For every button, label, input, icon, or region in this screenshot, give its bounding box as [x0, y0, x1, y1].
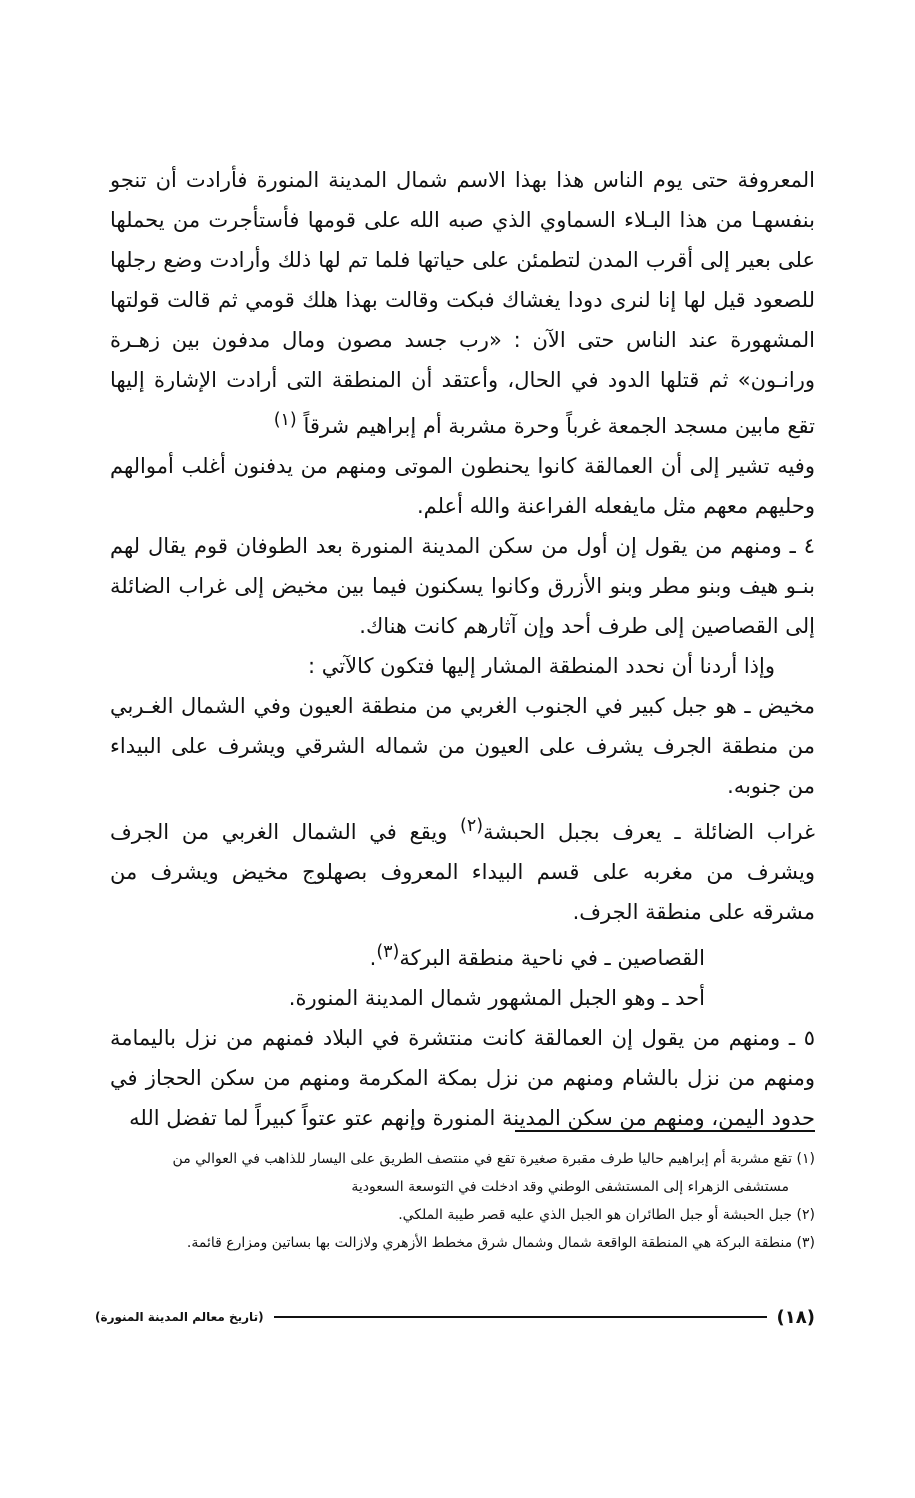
page-footer [95, 1305, 815, 1329]
footnote-item [95, 1148, 815, 1170]
footnote-ref: (٢) [460, 816, 484, 836]
footnotes [95, 1148, 815, 1260]
footnote-item [95, 1204, 815, 1226]
footnote-text: جبل الحبشة أو جبل الطائران هو الجبل الذي عليه قصر طيبة الملكي. [398, 1207, 793, 1223]
footnote-divider [515, 1130, 815, 1132]
paragraph: أحد ـ وهو الجبل المشهور شمال المدينة المنورة. [288, 986, 705, 1010]
paragraph-text: . [369, 946, 377, 970]
footnote-number: (٢) [796, 1207, 815, 1223]
paragraph-text: القصاصين ـ في ناحية منطقة البركة [399, 946, 705, 970]
footnote-item [95, 1232, 815, 1254]
paragraph-text: المعروفة حتى يوم الناس هذا بهذا الاسم شمال المدينة المنورة فأرادت أن تنجو بنفسهـا من هذا البـلاء السماوي الذي صبه الله على قومها فأستأجرت من يحملها على بعير إلى أقرب المدن لتطمئن على حياتها فلما تم لها ذلك وأرادت وضع رجلها للصعود قيل لها إنا لنرى دودا يغشاك فبكت وقالت بهذا هلك قومي ثم قالت قولتها المشهورة عند الناس حتى الآن : «رب جسد مصون ومال مدفون بين زهـرة ورانـون» ثم قتلها الدود في الحال، وأعتقد أن المنطقة التى أرادت الإشارة إليها تقع مابين مسجد الجمعة غرباً وحرة مشربة أم إبراهيم شرقاً [110, 168, 815, 438]
footnote-ref: (٣) [376, 942, 400, 962]
paragraph: وفيه تشير إلى أن العمالقة كانوا يحنطون الموتى ومنهم من يدفنون أغلب أموالهم وحليهم معهم مثل مايفعله الفراعنة والله أعلم. [110, 454, 815, 518]
paragraph [110, 806, 815, 932]
running-book-title: (تاريخ معالم المدينة المنورة) [95, 1310, 264, 1324]
footer-rule [274, 1316, 767, 1318]
footnote-text: تقع مشربة أم إبراهيم حاليا طرف مقبرة صغيرة تقع في منتصف الطريق على اليسار للذاهب في العوالي من [172, 1151, 793, 1167]
paragraph [110, 160, 815, 446]
page-number: (١٨) [776, 1306, 815, 1328]
main-text [110, 160, 815, 1138]
footnote-number: (٣) [796, 1235, 815, 1251]
footnote-continuation: مستشفى الزهراء إلى المستشفى الوطني وقد ادخلت في التوسعة السعودية [351, 1179, 789, 1195]
paragraph: وإذا أردنا أن نحدد المنطقة المشار إليها فتكون كالآتي : [308, 654, 775, 678]
footnote-ref: (١) [273, 410, 297, 430]
numbered-paragraph: ٥ ـ ومنهم من يقول إن العمالقة كانت منتشرة في البلاد فمنهم من نزل باليمامة ومنهم من نزل بالشام ومنهم من نزل بمكة المكرمة ومنهم من سكن الحجاز في حدود اليمن، ومنهم من سكن المدينة المنورة وإنهم عتو عتواً كبيراً لما تفضل الله [110, 1026, 815, 1130]
footnote-number: (١) [796, 1151, 815, 1167]
paragraph-text: ويقع في الشمال الغربي من الجرف ويشرف من مغربه على قسم البيداء المعروف بصهلوج مخيض ويشرف من مشرقه على منطقة الجرف. [110, 820, 815, 924]
numbered-paragraph: ٤ ـ ومنهم من يقول إن أول من سكن المدينة المنورة بعد الطوفان قوم يقال لهم بنـو هيف وبنو مطر وبنو الأزرق وكانوا يسكنون فيما بين مخيض إلى غراب الضائلة إلى القصاصين إلى طرف أحد وإن آثارهم كانت هناك. [110, 534, 815, 638]
footnote-text: منطقة البركة هي المنطقة الواقعة شمال وشمال شرق مخطط الأزهري ولازالت بها بساتين ومزارع قائمة. [186, 1235, 793, 1251]
paragraph: مخيض ـ هو جبل كبير في الجنوب الغربي من منطقة العيون وفي الشمال الغـربي من منطقة الجرف يشرف على العيون من شماله الشرقي ويشرف على البيداء من جنوبه. [110, 694, 815, 798]
paragraph-text: غراب الضائلة ـ يعرف بجبل الحبشة [483, 820, 815, 844]
paragraph [110, 932, 815, 978]
